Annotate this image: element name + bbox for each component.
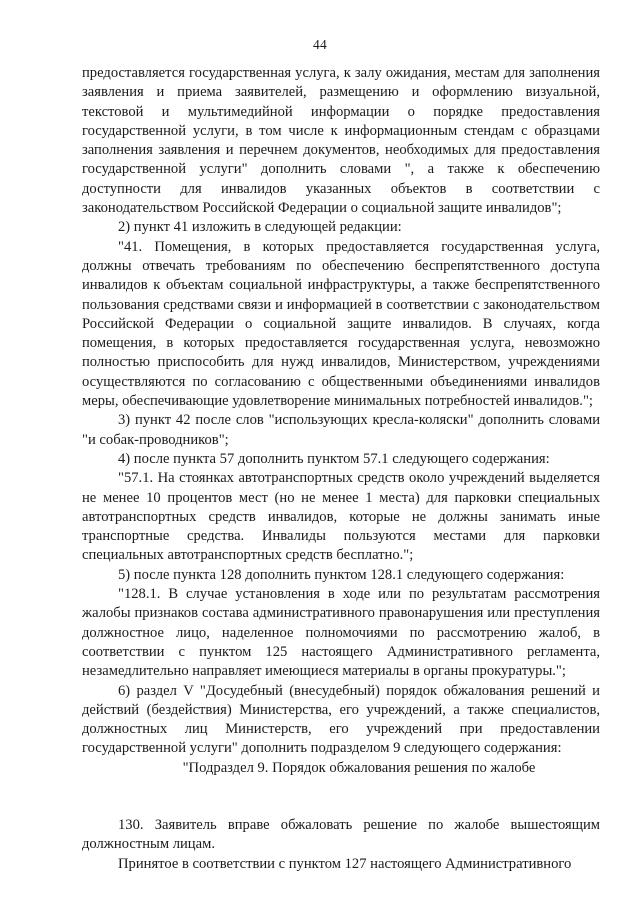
- paragraph-point-128-1: "128.1. В случае установления в ходе или по результатам рассмотрения жалобы признаков состава административного правонарушения или преступления должностное лицо, наделенное полномочиями по рассмотрению жалоб, в соответствии с пунктом 125 настоящего Административного регламента, незамедлительно направляет имеющиеся материалы в органы прокуратуры.";: [82, 586, 600, 680]
- paragraph-trailing: Принятое в соответствии с пунктом 127 настоящего Административного: [118, 855, 572, 872]
- document-body: [82, 64, 600, 874]
- paragraph-point-130: 130. Заявитель вправе обжаловать решение по жалобе вышестоящим должностным лицам.: [82, 816, 600, 853]
- page-number: 44: [313, 37, 327, 52]
- paragraph-item-2: 2) пункт 41 изложить в следующей редакции:: [118, 219, 402, 236]
- subsection-heading: "Подраздел 9. Порядок обжалования решения по жалобе: [182, 759, 536, 776]
- blank-space: [82, 778, 600, 816]
- paragraph-item-4: 4) после пункта 57 дополнить пунктом 57.1 следующего содержания:: [118, 450, 550, 467]
- paragraph-item-5: 5) после пункта 128 дополнить пунктом 128.1 следующего содержания:: [118, 566, 565, 583]
- paragraph-continuation: предоставляется государственная услуга, к залу ожидания, местам для заполнения заявления и приема заявителей, размещению и оформлению визуальной, текстовой и мультимедийной информации о порядке предоставления государственной услуги, в том числе к информационным стендам с образцами заполнения заявления и перечнем документов, необходимых для предоставления государственной услуги" дополнить словами ", а также к обеспечению доступности для инвалидов указанных объектов в соответствии с законодательством Российской Федерации о социальной защите инвалидов";: [82, 65, 600, 217]
- paragraph-item-6: 6) раздел V "Досудебный (внесудебный) порядок обжалования решений и действий (бездействия) Министерства, его учреждений, а также специалистов, должностных лиц Министерств, его учреждений при предоставлении государственной услуги" дополнить подразделом 9 следующего содержания:: [82, 682, 600, 757]
- paragraph-item-3: 3) пункт 42 после слов "использующих кресла-коляски" дополнить словами "и собак-проводников";: [82, 412, 600, 448]
- paragraph-point-57-1: "57.1. На стоянках автотранспортных средств около учреждений выделяется не менее 10 процентов мест (но не менее 1 места) для парковки специальных автотранспортных средств инвалидов, которые не должны занимать иные транспортные средства. Инвалиды пользуются местами для парковки специальных автотранспортных средств бесплатно.";: [82, 470, 600, 564]
- paragraph-point-41: "41. Помещения, в которых предоставляется государственная услуга, должны отвечать требованиям по обеспечению беспрепятственного доступа инвалидов к объектам социальной инфраструктуры, а также беспрепятственного пользования средствами связи и информацией в соответствии с законодательством Российской Федерации о социальной защите инвалидов. В случаях, когда помещения, в которых предоставляется государственная услуга, невозможно полностью приспособить для нужд инвалидов, Министерством, учреждениями осуществляются по согласованию с общественными объединениями инвалидов меры, обеспечивающие удовлетворение минимальных потребностей инвалидов.";: [82, 238, 600, 410]
